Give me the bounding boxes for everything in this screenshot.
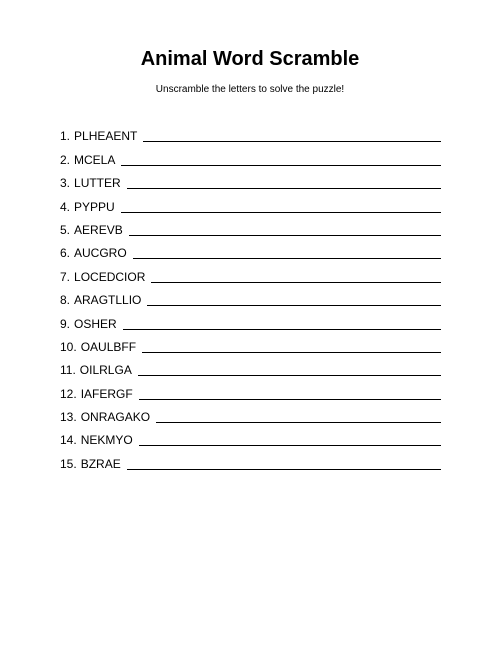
item-number: 7. [60,269,71,284]
answer-line [139,444,441,446]
answer-line [138,374,441,376]
item-number: 9. [60,316,71,331]
scrambled-word: NEKMYO [80,433,133,448]
puzzle-item [60,285,441,308]
puzzle-item [60,308,441,331]
answer-line [139,398,441,400]
scrambled-word: OILRLGA [79,363,132,378]
item-number: 4. [60,199,71,214]
scrambled-word: AUCGRO [74,246,127,261]
item-number: 5. [60,222,71,237]
item-number: 10. [60,339,77,354]
puzzle-item [60,425,441,448]
item-number: 11. [60,363,76,378]
puzzle-list [60,121,441,472]
page-title: Animal Word Scramble [140,48,360,70]
answer-line [129,234,441,236]
answer-line [143,140,441,142]
answer-line [156,421,441,423]
scrambled-word: ONRAGAKO [80,410,151,425]
item-number: 13. [60,410,77,425]
puzzle-item [60,215,441,238]
scrambled-word: ARAGTLLIO [74,293,142,308]
puzzle-item [60,378,441,401]
scrambled-word: OSHER [74,316,117,331]
answer-line [147,304,441,306]
item-number: 12. [60,386,77,401]
answer-line [127,187,441,189]
scrambled-word: MCELA [74,152,116,167]
scrambled-word: PLHEAENT [74,129,138,144]
puzzle-item [60,144,441,167]
puzzle-item [60,402,441,425]
scrambled-word: AEREVB [74,222,123,237]
puzzle-item [60,448,441,471]
answer-line [151,281,441,283]
scrambled-word: PYPPU [74,199,115,214]
answer-line [133,257,441,259]
item-number: 3. [60,176,71,191]
puzzle-item [60,332,441,355]
scrambled-word: IAFERGF [80,386,133,401]
puzzle-item [60,355,441,378]
answer-line [121,164,441,166]
answer-line [123,328,441,330]
item-number: 6. [60,246,71,261]
scrambled-word: OAULBFF [80,339,137,354]
puzzle-item [60,261,441,284]
puzzle-item [60,168,441,191]
item-number: 15. [60,456,77,471]
item-number: 2. [60,152,71,167]
scrambled-word: LUTTER [74,176,121,191]
answer-line [127,468,441,470]
answer-line [121,211,441,213]
scrambled-word: BZRAE [80,456,121,471]
puzzle-item [60,238,441,261]
instructions: Unscramble the letters to solve the puzzle! [155,84,345,95]
scrambled-word: LOCEDCIOR [74,269,146,284]
item-number: 8. [60,293,71,308]
puzzle-item [60,191,441,214]
item-number: 14. [60,433,77,448]
answer-line [142,351,441,353]
puzzle-item [60,121,441,144]
item-number: 1. [60,129,71,144]
